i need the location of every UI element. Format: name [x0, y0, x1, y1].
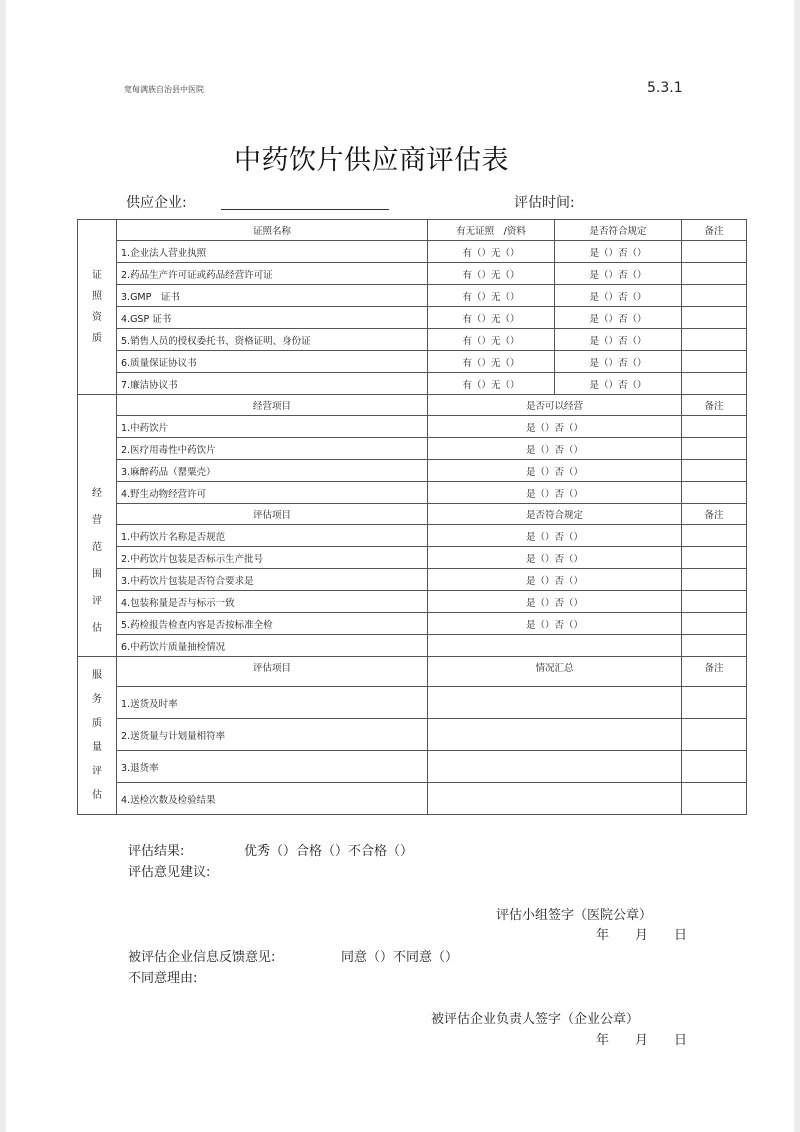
section1-category: 证照资质 [78, 220, 117, 395]
note-cell[interactable] [682, 635, 747, 657]
note-cell[interactable] [682, 569, 747, 591]
table-row [78, 351, 747, 373]
col-header-note: 备注 [682, 395, 747, 416]
cert-name: 6.质量保证协议书 [117, 351, 428, 373]
page-title: 中药饮片供应商评估表 [234, 145, 509, 176]
service-item: 3.退货率 [117, 751, 428, 783]
result-options[interactable]: 优秀（）合格（）不合格（） [244, 844, 414, 859]
eval-item: 2.中药饮片包装是否标示生产批号 [117, 547, 428, 569]
supplier-field[interactable] [221, 209, 389, 210]
note-cell[interactable] [682, 373, 747, 395]
cert-name: 1.企业法人营业执照 [117, 241, 428, 263]
note-cell[interactable] [682, 482, 747, 504]
note-cell[interactable] [682, 547, 747, 569]
table-row [78, 547, 747, 569]
can-choice[interactable]: 是（）否（） [428, 460, 682, 482]
summary-cell[interactable] [428, 687, 682, 719]
can-choice[interactable]: 是（）否（） [428, 416, 682, 438]
col-header-item: 经营项目 [117, 395, 428, 416]
cert-name: 3.GMP 证书 [117, 285, 428, 307]
comply-choice[interactable]: 是（）否（） [428, 525, 682, 547]
form-code: 5.3.1 [647, 80, 683, 96]
service-item: 4.送检次数及检验结果 [117, 783, 428, 815]
feedback-options[interactable]: 同意（）不同意（） [341, 950, 459, 965]
col-header-note: 备注 [682, 504, 747, 525]
table-row [78, 783, 747, 815]
has-choice[interactable]: 有（）无（） [428, 329, 555, 351]
scope-item: 4.野生动物经营许可 [117, 482, 428, 504]
table-row [78, 482, 747, 504]
table-row [78, 460, 747, 482]
section1-header-row [78, 220, 747, 241]
table-row [78, 263, 747, 285]
service-item: 2.送货量与计划量相符率 [117, 719, 428, 751]
table-row [78, 613, 747, 635]
opinion-label: 评估意见建议: [128, 865, 211, 880]
note-cell[interactable] [682, 783, 747, 815]
scope-item: 3.麻醉药品（罂粟壳） [117, 460, 428, 482]
col-header-summary: 情况汇总 [428, 657, 682, 687]
has-choice[interactable]: 有（）无（） [428, 241, 555, 263]
table-row [78, 329, 747, 351]
summary-cell[interactable] [428, 751, 682, 783]
can-choice[interactable]: 是（）否（） [428, 482, 682, 504]
note-cell[interactable] [682, 329, 747, 351]
cert-name: 7.廉洁协议书 [117, 373, 428, 395]
section3-header-row [78, 657, 747, 687]
comply-choice[interactable]: 是（）否（） [555, 263, 682, 285]
col-header-has: 有无证照 /资料 [428, 220, 555, 241]
cert-name: 2.药品生产许可证或药品经营许可证 [117, 263, 428, 285]
table-row [78, 687, 747, 719]
note-cell[interactable] [682, 591, 747, 613]
note-cell[interactable] [682, 460, 747, 482]
team-date: 年 月 日 [596, 928, 688, 943]
company-signature-label: 被评估企业负责人签字（企业公章） [431, 1012, 640, 1027]
note-cell[interactable] [682, 307, 747, 329]
eval-item: 4.包装称量是否与标示一致 [117, 591, 428, 613]
can-choice[interactable]: 是（）否（） [428, 438, 682, 460]
eval-item: 5.药检报告检查内容是否按标准全检 [117, 613, 428, 635]
comply-choice[interactable]: 是（）否（） [428, 613, 682, 635]
comply-choice[interactable]: 是（）否（） [428, 591, 682, 613]
has-choice[interactable]: 有（）无（） [428, 307, 555, 329]
supplier-label: 供应企业: [126, 195, 187, 211]
team-signature-label: 评估小组签字（医院公章） [496, 908, 653, 923]
note-cell[interactable] [682, 687, 747, 719]
note-cell[interactable] [682, 751, 747, 783]
result-label: 评估结果: [128, 844, 185, 859]
table-row [78, 751, 747, 783]
table-row [78, 241, 747, 263]
table-row [78, 525, 747, 547]
has-choice[interactable]: 有（）无（） [428, 285, 555, 307]
note-cell[interactable] [682, 719, 747, 751]
note-cell[interactable] [682, 438, 747, 460]
comply-choice[interactable]: 是（）否（） [555, 373, 682, 395]
eval-item: 1.中药饮片名称是否规范 [117, 525, 428, 547]
note-cell[interactable] [682, 525, 747, 547]
has-choice[interactable]: 有（）无（） [428, 373, 555, 395]
table-row [78, 373, 747, 395]
table-row [78, 438, 747, 460]
col-header-item: 评估项目 [117, 504, 428, 525]
note-cell[interactable] [682, 351, 747, 373]
form-page [6, 0, 794, 1132]
note-cell[interactable] [682, 416, 747, 438]
cert-name: 4.GSP 证书 [117, 307, 428, 329]
has-choice[interactable]: 有（）无（） [428, 263, 555, 285]
col-header-note: 备注 [682, 657, 747, 687]
eval-time-label: 评估时间: [514, 195, 575, 211]
note-cell[interactable] [682, 241, 747, 263]
col-header-can: 是否可以经营 [428, 395, 682, 416]
table-row [78, 569, 747, 591]
col-header-comply: 是否符合规定 [555, 220, 682, 241]
evaluation-table [77, 219, 747, 815]
col-header-item: 评估项目 [117, 657, 428, 687]
comply-choice[interactable] [428, 635, 682, 657]
col-header-comply: 是否符合规定 [428, 504, 682, 525]
section2b-header-row [78, 504, 747, 525]
comply-choice[interactable]: 是（）否（） [555, 329, 682, 351]
col-header-note: 备注 [682, 220, 747, 241]
comply-choice[interactable]: 是（）否（） [555, 307, 682, 329]
comply-choice[interactable]: 是（）否（） [555, 241, 682, 263]
note-cell[interactable] [682, 263, 747, 285]
col-header-name: 证照名称 [117, 220, 428, 241]
comply-choice[interactable]: 是（）否（） [555, 351, 682, 373]
scope-item: 2.医疗用毒性中药饮片 [117, 438, 428, 460]
eval-item: 3.中药饮片包装是否符合要求是 [117, 569, 428, 591]
summary-cell[interactable] [428, 783, 682, 815]
comply-choice[interactable]: 是（）否（） [428, 569, 682, 591]
section3-category: 服务质量评估 [78, 657, 117, 815]
has-choice[interactable]: 有（）无（） [428, 351, 555, 373]
table-row [78, 307, 747, 329]
company-date: 年 月 日 [596, 1033, 688, 1048]
table-row [78, 719, 747, 751]
comply-choice[interactable]: 是（）否（） [555, 285, 682, 307]
note-cell[interactable] [682, 285, 747, 307]
feedback-label: 被评估企业信息反馈意见: [128, 950, 276, 965]
table-row [78, 635, 747, 657]
eval-item: 6.中药饮片质量抽检情况 [117, 635, 428, 657]
section2-header-row [78, 395, 747, 416]
disagree-reason-label: 不同意理由: [128, 971, 198, 986]
cert-name: 5.销售人员的授权委托书、资格证明、身份证 [117, 329, 428, 351]
section2-category: 经营范围评估 [78, 395, 117, 657]
table-row [78, 285, 747, 307]
scope-item: 1.中药饮片 [117, 416, 428, 438]
hospital-name: 宽甸满族自治县中医院 [124, 85, 204, 94]
service-item: 1.送货及时率 [117, 687, 428, 719]
table-row [78, 416, 747, 438]
table-row [78, 591, 747, 613]
comply-choice[interactable]: 是（）否（） [428, 547, 682, 569]
summary-cell[interactable] [428, 719, 682, 751]
note-cell[interactable] [682, 613, 747, 635]
